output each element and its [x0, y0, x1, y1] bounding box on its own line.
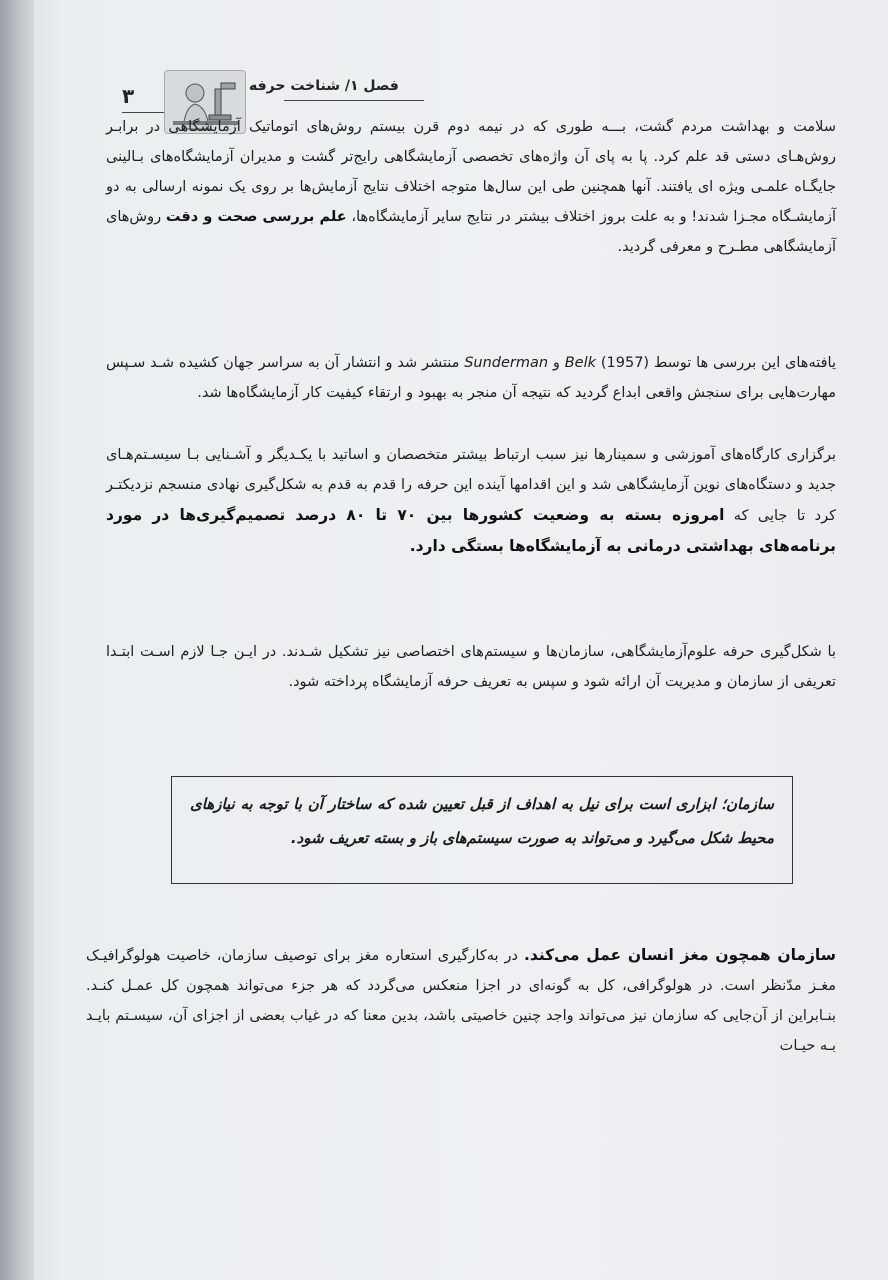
emphasis-text: علم بررسی صحت و دقت: [165, 209, 347, 225]
paragraph-text: برگزاری کارگاه‌های آموزشی و سمینارها نیز سبب ارتباط بیشتر متخصصان و اساتید با یکـدیگر و آشـنایی بـا سیسـتم‌هـای جدید و دستگاه‌های نوین آزمایشگاهی شد و این اقدامها آینده این حرفه را قدم به قدم به شکل‌گیری نهادی منسجم نزدیکتـر کرد تا جایی که: [106, 447, 837, 524]
page-number: ۳: [122, 84, 135, 108]
page-header: [74, 70, 874, 110]
author-name: Sunderman: [464, 355, 549, 371]
chapter-title: فصل ۱/ شناخت حرفه: [249, 78, 399, 94]
paragraph: [86, 940, 836, 1061]
book-page: [34, 0, 888, 1280]
paragraph: [106, 440, 836, 562]
definition-box: [171, 776, 793, 884]
author-name: Belk: [564, 355, 597, 371]
paragraph-text: یافته‌های این بررسی ها توسط (1957): [596, 355, 836, 371]
definition-text: سازمان؛ ابزاری است برای نیل به اهداف از قبل تعیین شده که ساختار آن با توجه به نیازهای محیط شکل می‌گیرد و می‌تواند به صورت سیستم‌های باز و بسته تعریف شود.: [190, 795, 774, 847]
paragraph-text: در به‌کارگیری استعاره مغز برای توصیف سازمان، خاصیت هولوگرافیـک مغـز مدّنظر است. در هولوگرافی، کل به گونه‌ای در اجزا منعکس می‌گردد که هر جزء می‌تواند همچون کل عمـل کنـد. بنـابراین از آن‌جایی که سازمان نیز می‌تواند واجد چنین خاصیتی باشد، بدین معنا که در غیاب بعضی از اجزای آن، سیسـتم بایـد بـه حیـات: [86, 948, 836, 1054]
emphasis-text: امروزه بسته به وضعیت کشورها بین ۷۰ تا ۸۰ درصد تصمیم‌گیری‌ها در مورد برنامه‌های بهداشتی درمانی به آزمایشگاه‌ها بستگی دارد.: [106, 506, 836, 555]
paragraph: [106, 348, 836, 408]
paragraph: [106, 637, 836, 697]
paragraph-text: و: [548, 355, 565, 371]
paragraph-text: سلامت و بهداشت مردم گشت، بـــه طوری که در نیمه دوم قرن بیستم روش‌های اتوماتیک آزمایشگاهی در برابـر روش‌هـای دستی قد علم کرد. پا به پای آن واژه‌های تخصصی آزمایشگاهی رایج‌تر گشت و مدیران آزمایشگاه‌های بـالینی جایگـاه علمـی ویژه ای یافتند. آنها همچنین طی این سال‌ها متوجه اختلاف نتایج آزمایش‌ها بر روی یک نمونه ارسالی به دو آزمایشـگاه مجـزا شدند! و به علت بروز اختلاف بیشتر در نتایج سایر آزمایشگاه‌ها،: [106, 119, 836, 225]
paragraph-text: منتشر شد و انتشار آن به سراسر جهان کشیده شـد سـپس مهارت‌هایی برای سنجش واقعی ابداع گردید که نتیجه آن منجر به بهبود و ارتقاء کیفیت کار آزمایشگاه‌ها شد.: [106, 355, 836, 401]
paragraph-text: روش‌های آزمایشگاهی مطـرح و معرفی گردید.: [106, 209, 836, 255]
header-rule: [284, 100, 424, 101]
paragraph: [106, 112, 836, 262]
emphasis-text: سازمان همچون مغز انسان عمل می‌کند.: [524, 946, 836, 964]
paragraph-text: با شکل‌گیری حرفه علوم‌آزمایشگاهی، سازمان‌ها و سیستم‌های اختصاصی نیز تشکیل شـدند. در ایـن جـا لازم اسـت ابتـدا تعریفی از سازمان و مدیریت آن ارائه شود و سپس به تعریف حرفه آزمایشگاه پرداخته شود.: [106, 644, 836, 690]
